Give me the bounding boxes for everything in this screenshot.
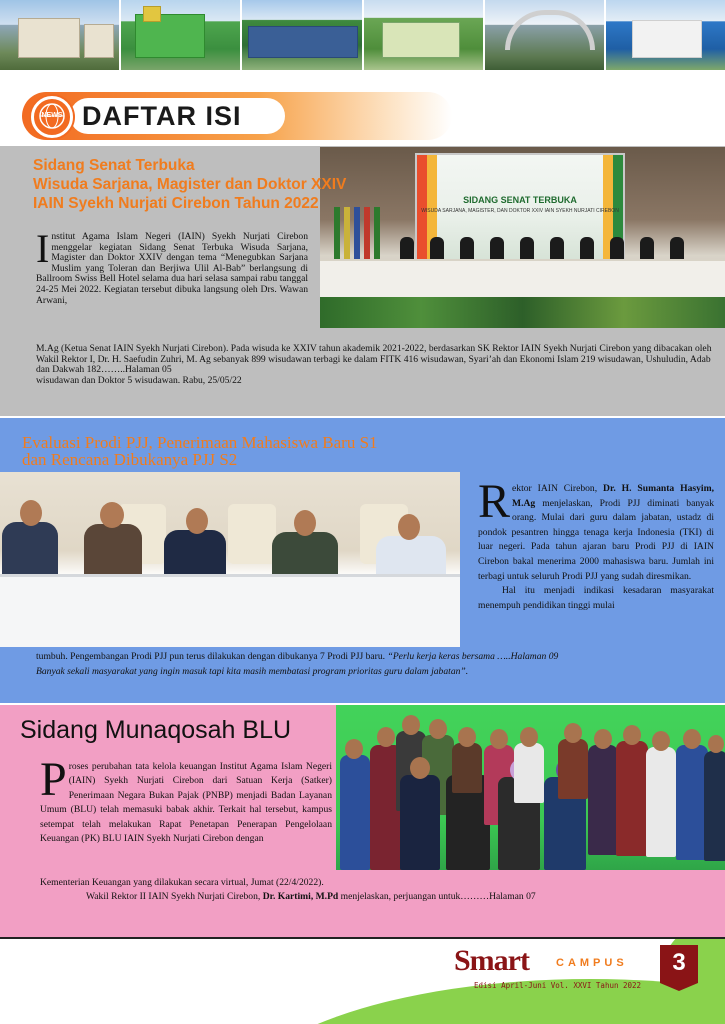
campus-photo-5	[485, 0, 606, 70]
campus-photo-1	[0, 0, 121, 70]
dropcap: R	[478, 475, 511, 528]
page-number: 3	[660, 945, 698, 983]
article-blu-body	[40, 753, 332, 846]
news-label: NEWS	[41, 112, 63, 119]
dropcap: I	[36, 226, 50, 271]
pjj-meeting-photo	[0, 472, 460, 647]
header-photo-banner	[0, 0, 725, 70]
quote-text: Banyak sekali masyarakat yang ingin masuk tapi kita masih membatasi program prioritas guru dalam jabatan”.	[36, 665, 469, 677]
article-pjj-body-continued	[36, 650, 716, 679]
screen-subtitle: WISUDA SARJANA, MAGISTER, DAN DOKTOR XXIV IAIN SYEKH NURJATI CIREBON	[421, 208, 619, 214]
body-text: Kementerian Keuangan yang dilakukan secara virtual, Jumat (22/4/2022).	[40, 877, 324, 888]
body-text: nstitut Agama Islam Negeri (IAIN) Syekh Nurjati Cirebon menggelar kegiatan Sidang Senat Terbuka Wisuda Sarjana, Magister dan Doktor XXIV dengan tema “Menegubkan Sarjana Muslim yang Toleran dan Berjiwa Ulil Al-Bab” berlangsung di Ballroom Swiss Bell Hotel selama dua hari selasa sampai rabu tanggal 24-25 Mei 2022. Kegiatan tersebut dibuka langsung oleh Drs. Wawan Arwani,	[36, 231, 308, 306]
headline-line: Sidang Senat Terbuka	[33, 157, 195, 174]
person-name: Dr. Kartimi, M.Pd	[262, 891, 339, 903]
body-text: menjelaskan, Prodi PJJ diminati banyak orang. Mulai dari guru dalam jabatan, ustadz di pondok pesantren hingga tenaga kerja Indonesia (TKI) di luar negeri. Pada tahun ajaran baru Prodi PJJ di IAIN Cirebon bakal menerima 2000 mahasiswa baru. Jumlah ini terbagi untuk seluruh Prodi PJJ yang sudah diresmikan.	[478, 497, 714, 582]
article-blu-body-continued	[40, 876, 570, 905]
headline-line: IAIN Syekh Nurjati Cirebon Tahun 2022	[33, 195, 319, 212]
campus-photo-6	[606, 0, 725, 70]
body-text: wisudawan dan Doktor 5 wisudawan. Rabu, 25/05/22	[36, 374, 242, 386]
body-text: M.Ag (Ketua Senat IAIN Syekh Nurjati Cirebon). Pada wisuda ke XXIV tahun akademik 2021-2022, berdasarkan SK Rektor IAIN Syekh Nurjati Cirebon yang dibacakan oleh Wakil Rektor I, Dr. H. Saefudin Zuhri, M. Ag sebanyak 899 wisudawan terbagi ke dalam FITK 416 wisudawan, Syari’ah dan Ekonomi Islam 219 wisudawan, Ushuludin, Adab dan Dakwah 182……..Halaman 05	[36, 343, 712, 376]
article-blu-headline: Sidang Munaqosah BLU	[20, 716, 292, 744]
headline-line: dan Rencana Dibukanya PJJ S2	[22, 450, 238, 469]
edition-text: Edisi April-Juni Vol. XXVI Tahun 2022	[474, 981, 642, 990]
body-text: Wakil Rektor II IAIN Syekh Nurjati Cirebon,	[86, 891, 263, 903]
person-name: Dr. H. Sumanta Hasyim, M.Ag	[512, 483, 714, 509]
toc-title: DAFTAR ISI	[82, 101, 242, 131]
body-text: tumbuh. Pengembangan Prodi PJJ pun terus dilakukan dengan dibukanya 7 Prodi PJJ baru.	[36, 651, 388, 662]
campus-photo-4	[364, 0, 485, 70]
article-wisuda-body	[36, 226, 308, 306]
body-text: roses perubahan tata kelola keuangan Institut Agama Islam Negeri (IAIN) Syekh Nurjati Cirebon dari Satuan Kerja (Satker) Penerimaan Negara Bukan Pajak (PNBP) menjadi Badan Layanan Umum (BLU) telah memasuki babak akhir. Terkait hal tersebut, kampus setempat telah melakukan Rapat Penetapan Penerapan Pengelolaan Keuangan (PK) BLU IAIN Syekh Nurjati Cirebon dengan	[40, 761, 332, 845]
body-text: menjelaskan, perjuangan untuk………Halaman 07	[338, 891, 536, 903]
article-wisuda-body-continued	[36, 344, 716, 386]
body-text: ektor IAIN Cirebon,	[512, 483, 604, 494]
brand-smart: Smart	[454, 944, 529, 977]
blu-group-photo	[336, 705, 725, 870]
article-pjj-body	[478, 475, 714, 613]
headline-line: Wisuda Sarjana, Magister dan Doktor XXIV	[33, 176, 347, 193]
screen-title: SIDANG SENAT TERBUKA	[463, 195, 577, 205]
article-wisuda-headline	[33, 156, 413, 213]
body-text: Hal itu menjadi indikasi kesadaran masyarakat menempuh pendidikan tinggi mulai	[478, 585, 714, 611]
headline-line: Evaluasi Prodi PJJ, Penerimaan Mahasiswa Baru S1	[22, 433, 378, 452]
article-pjj-headline	[22, 434, 582, 468]
quote-text: “Perlu kerja keras bersama …..Halaman 09	[387, 651, 559, 662]
campus-photo-3	[242, 0, 363, 70]
campus-photo-2	[121, 0, 242, 70]
brand-campus: CAMPUS	[556, 957, 628, 969]
dropcap: P	[40, 753, 67, 806]
